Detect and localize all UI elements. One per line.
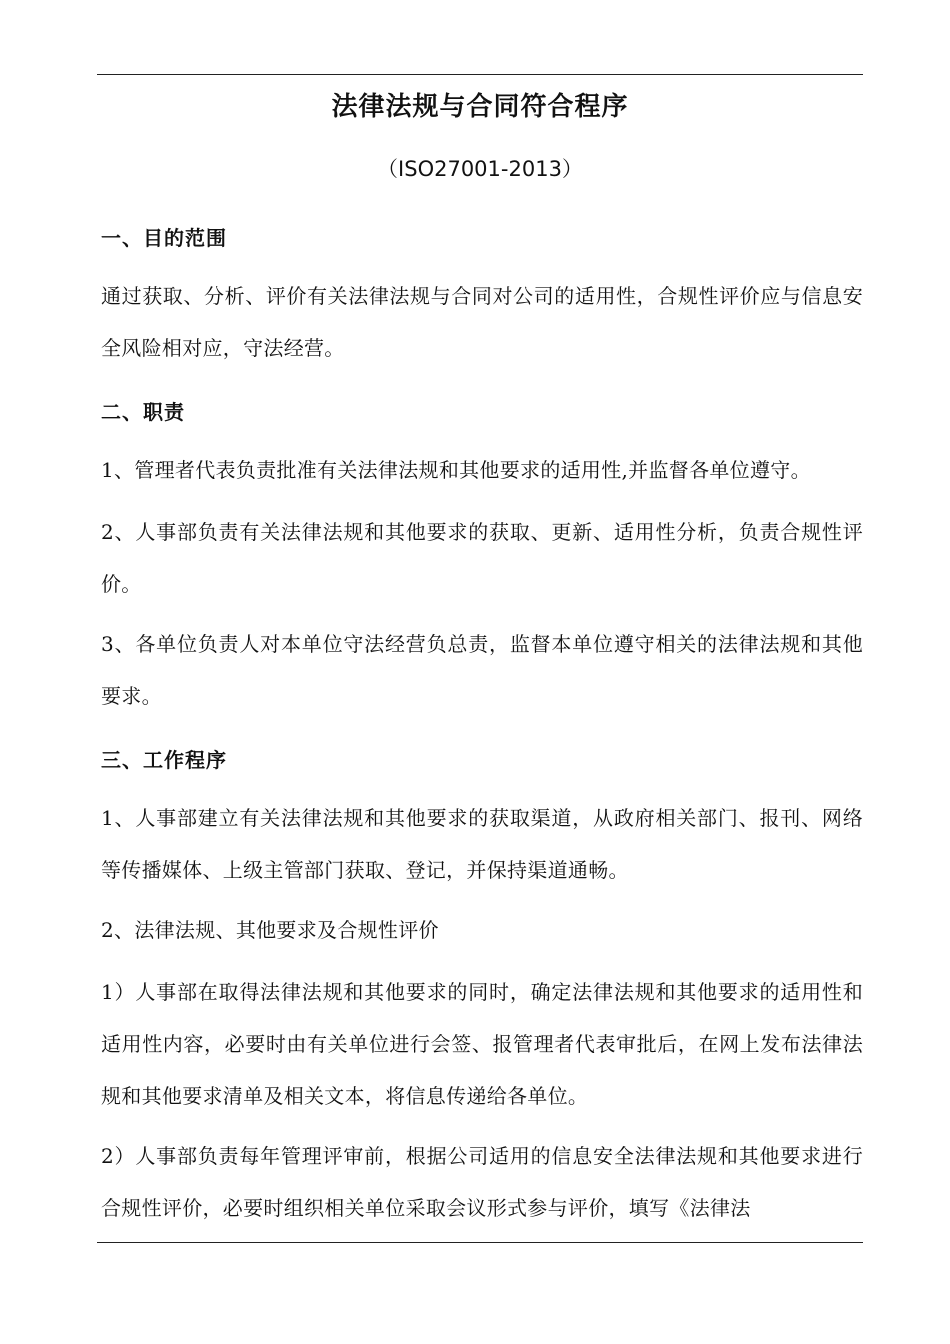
responsibility-paragraph-3: 3、各单位负责人对本单位守法经营负总责，监督本单位遵守相关的法律法规和其他要求。	[101, 632, 863, 708]
procedure-paragraph-2-2: 2）人事部负责每年管理评审前，根据公司适用的信息安全法律法规和其他要求进行合规性评价，必要时组织相关单位采取会议形式参与评价，填写《法律法	[101, 1144, 863, 1220]
document-subtitle: （ISO27001-2013）	[377, 157, 583, 181]
section-heading-procedure: 三、工作程序	[101, 748, 227, 772]
section-heading-responsibilities: 二、职责	[101, 400, 185, 424]
footer-rule	[97, 1242, 863, 1243]
procedure-paragraph-2: 2、法律法规、其他要求及合规性评价	[101, 918, 439, 942]
header-rule	[97, 74, 863, 75]
section-heading-purpose: 一、目的范围	[101, 226, 227, 250]
responsibility-paragraph-2: 2、人事部负责有关法律法规和其他要求的获取、更新、适用性分析，负责合规性评价。	[101, 520, 863, 596]
procedure-paragraph-1: 1、人事部建立有关法律法规和其他要求的获取渠道，从政府相关部门、报刊、网络等传播媒体、上级主管部门获取、登记，并保持渠道通畅。	[101, 806, 863, 882]
document-title: 法律法规与合同符合程序	[331, 92, 629, 122]
procedure-paragraph-2-1: 1）人事部在取得法律法规和其他要求的同时，确定法律法规和其他要求的适用性和适用性内容，必要时由有关单位进行会签、报管理者代表审批后，在网上发布法律法规和其他要求清单及相关文本，将信息传递给各单位。	[101, 980, 863, 1108]
section-purpose-paragraph: 通过获取、分析、评价有关法律法规与合同对公司的适用性，合规性评价应与信息安全风险相对应，守法经营。	[101, 284, 863, 360]
responsibility-paragraph-1: 1、管理者代表负责批准有关法律法规和其他要求的适用性,并监督各单位遵守。	[101, 458, 811, 482]
